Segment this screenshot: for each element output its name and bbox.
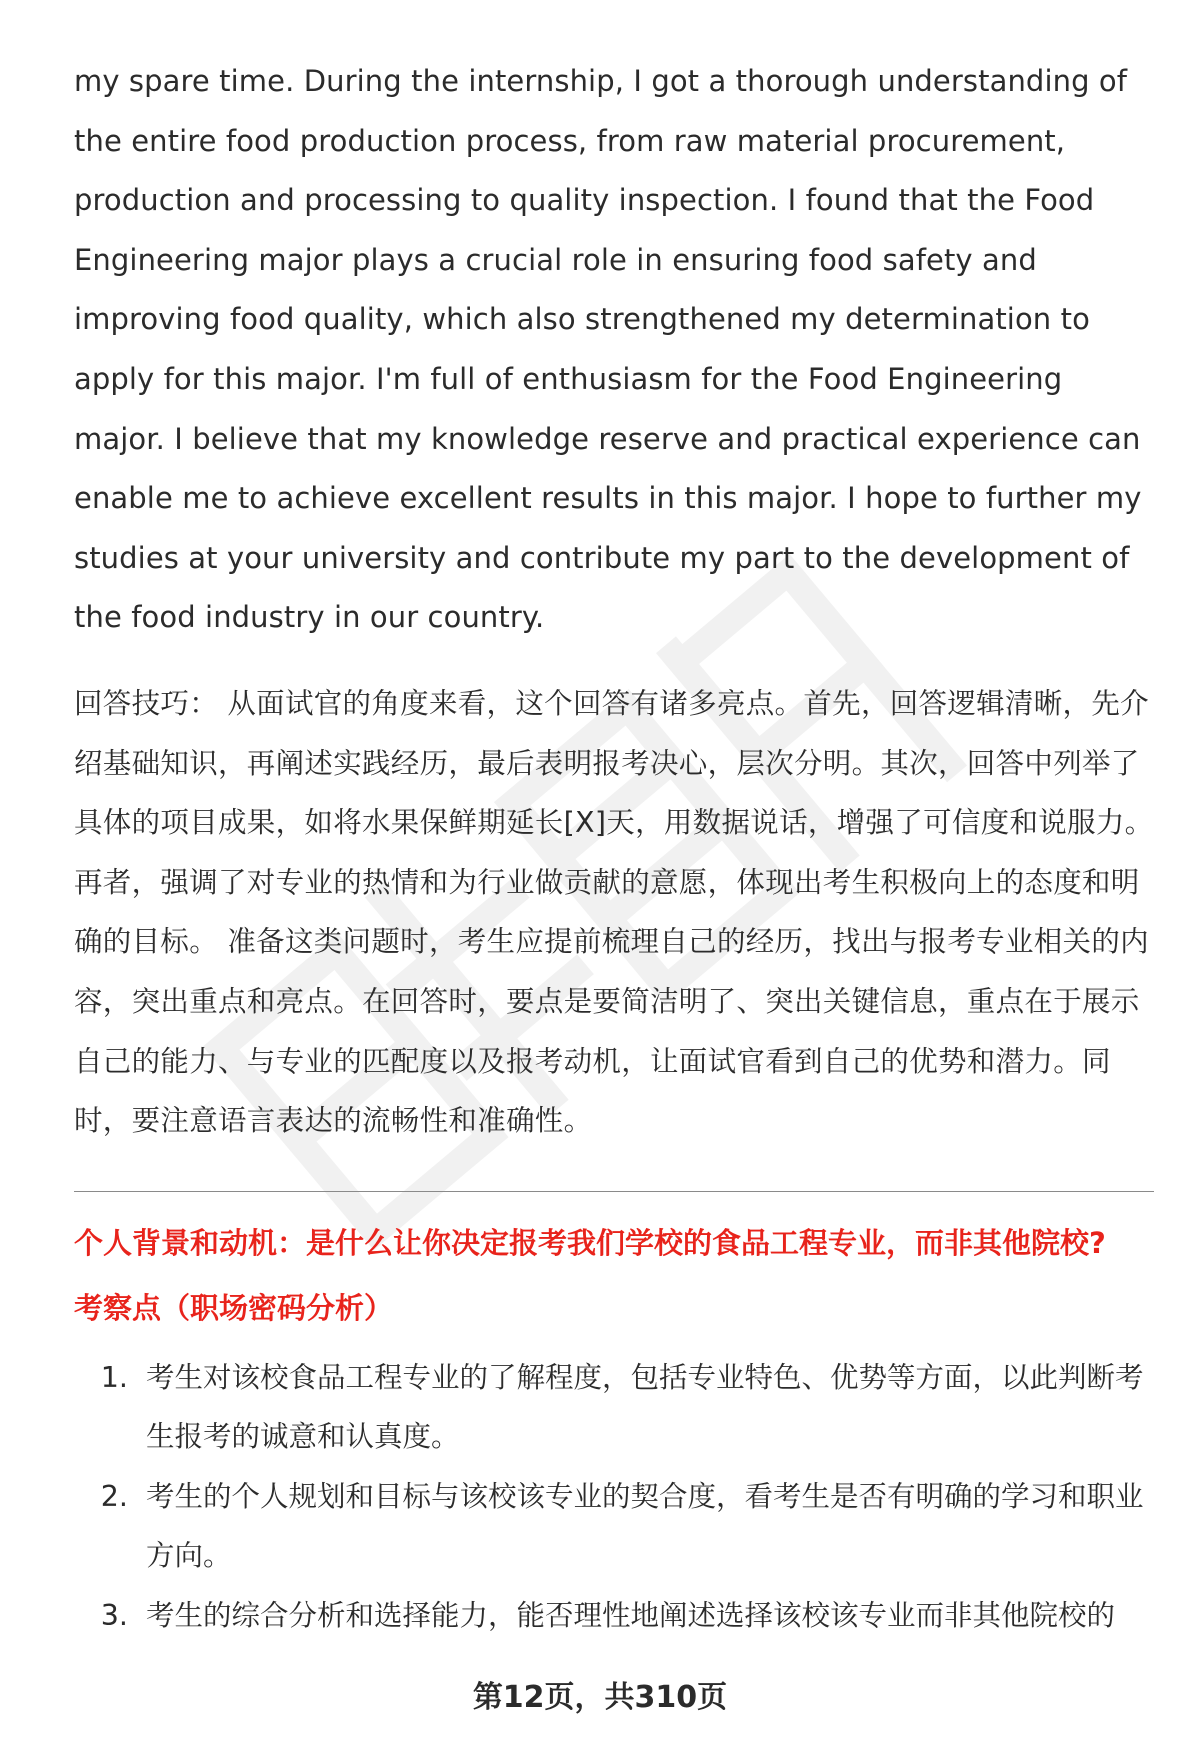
list-item-text: 考生的综合分析和选择能力，能否理性地阐述选择该校该专业而非其他院校的 bbox=[146, 1599, 1116, 1633]
english-paragraph: my spare time. During the internship, I got a thorough understanding of the entire food production process, from raw material procurement, production and processing to quality inspection. I found that the Food Engineering major plays a crucial role in ensuring food safety and improving food quality, which also strengthened my determination to apply for this major. I'm full of enthusiasm for the Food Engineering major. I believe that my knowledge reserve and practical experience can enable me to achieve excellent results in this major. I hope to further my studies at your university and contribute my part to the development of the food industry in our country. bbox=[74, 64, 1142, 635]
list-item-number: 1. bbox=[100, 1360, 128, 1394]
list-item-text: 考生对该校食品工程专业的了解程度，包括专业特色、优势等方面，以此判断考生报考的诚意和认真度。 bbox=[146, 1360, 1144, 1454]
answer-tips-paragraph: 回答技巧： 从面试官的角度来看，这个回答有诸多亮点。首先，回答逻辑清晰，先介绍基础知识，再阐述实践经历，最后表明报考决心，层次分明。其次，回答中列举了具体的项目成果，如将水果保鲜期延长[X]天，用数据说话，增强了可信度和说服力。再者，强调了对专业的热情和为行业做贡献的意愿，体现出考生积极向上的态度和明确的目标。 准备这类问题时，考生应提前梳理自己的经历，找出与报考专业相关的内容，突出重点和亮点。在回答时，要点是要简洁明了、突出关键信息，重点在于展示自己的能力、与专业的匹配度以及报考动机，让面试官看到自己的优势和潜力。同时，要注意语言表达的流畅性和准确性。 bbox=[74, 686, 1154, 1138]
list-item-text: 考生的个人规划和目标与该校该专业的契合度，看考生是否有明确的学习和职业方向。 bbox=[146, 1479, 1144, 1573]
list-item bbox=[74, 1467, 1154, 1586]
section-divider bbox=[74, 1191, 1154, 1192]
list-item bbox=[74, 1586, 1154, 1646]
page-content bbox=[74, 52, 1154, 1646]
list-item-number: 2. bbox=[100, 1479, 128, 1513]
question-title: 个人背景和动机：是什么让你决定报考我们学校的食品工程专业，而非其他院校? bbox=[74, 1225, 1106, 1260]
list-item-number: 3. bbox=[100, 1599, 128, 1633]
list-item bbox=[74, 1348, 1154, 1467]
page-indicator: 第12页，共310页 bbox=[472, 1680, 728, 1715]
section-label: 考察点（职场密码分析） bbox=[74, 1290, 394, 1325]
assessment-points-list bbox=[74, 1348, 1154, 1646]
